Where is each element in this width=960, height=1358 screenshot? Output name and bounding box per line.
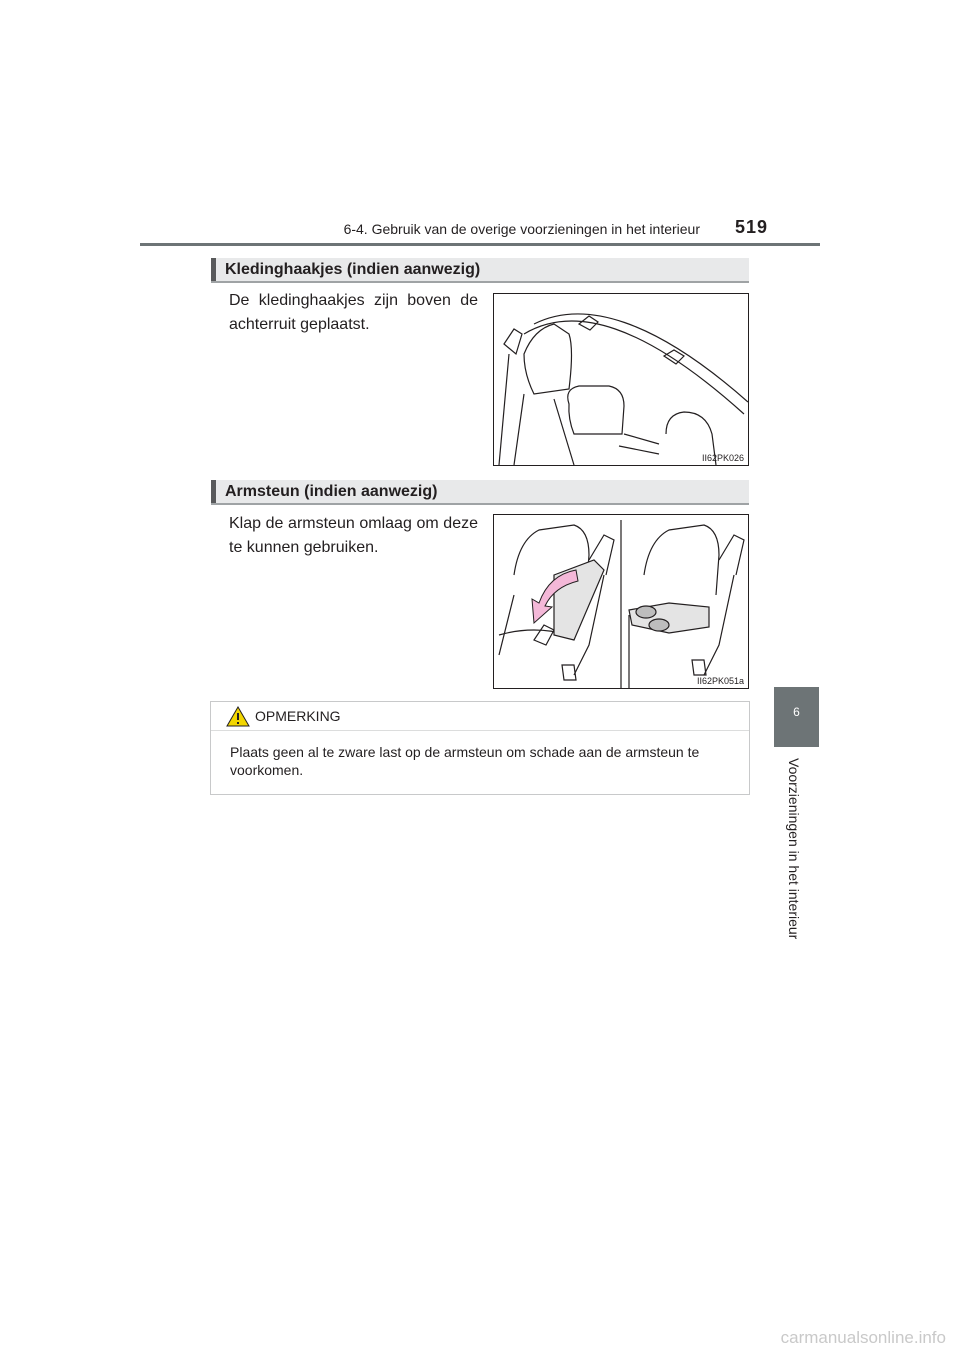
section-text-armrest: Klap de armsteun omlaag om deze te kunnen gebruiken. — [229, 515, 478, 556]
section-heading-clothes-hooks — [211, 258, 749, 283]
watermark: carmanualsonline.info — [780, 1328, 946, 1347]
header-rule — [140, 243, 820, 246]
armrest-folding-drawing — [494, 515, 748, 688]
notice-title: OPMERKING — [255, 708, 341, 724]
chapter-label: Voorzieningen in het interieur — [786, 758, 802, 940]
chapter-tab: 6 — [774, 687, 819, 747]
warning-icon — [226, 706, 250, 727]
illustration-code: II62PK026 — [701, 453, 744, 463]
page-number: 519 — [735, 217, 769, 237]
illustration-code: II62PK051a — [696, 676, 744, 686]
section-heading-label: Armsteun (indien aanwezig) — [225, 483, 438, 500]
notice-header — [211, 702, 749, 731]
heading-marker — [211, 480, 216, 503]
illustration-clothes-hooks — [493, 293, 749, 466]
notice-text: Plaats geen al te zware last op de armsteun om schade aan de armsteun te voorkomen. — [230, 744, 700, 778]
notice-box — [210, 701, 750, 795]
rear-window-hooks-drawing — [494, 294, 748, 465]
section-heading-label: Kledinghaakjes (indien aanwezig) — [225, 261, 481, 278]
running-header: 6-4. Gebruik van de overige voorzieningen in het interieur — [343, 221, 700, 237]
section-heading-armrest — [211, 480, 749, 505]
heading-marker — [211, 258, 216, 281]
armrest-lowered — [629, 603, 709, 633]
section-text-clothes-hooks: De kledinghaakjes zijn boven de achterruit geplaatst. — [229, 292, 478, 333]
armrest-raised — [554, 560, 604, 640]
illustration-armrest — [493, 514, 749, 689]
